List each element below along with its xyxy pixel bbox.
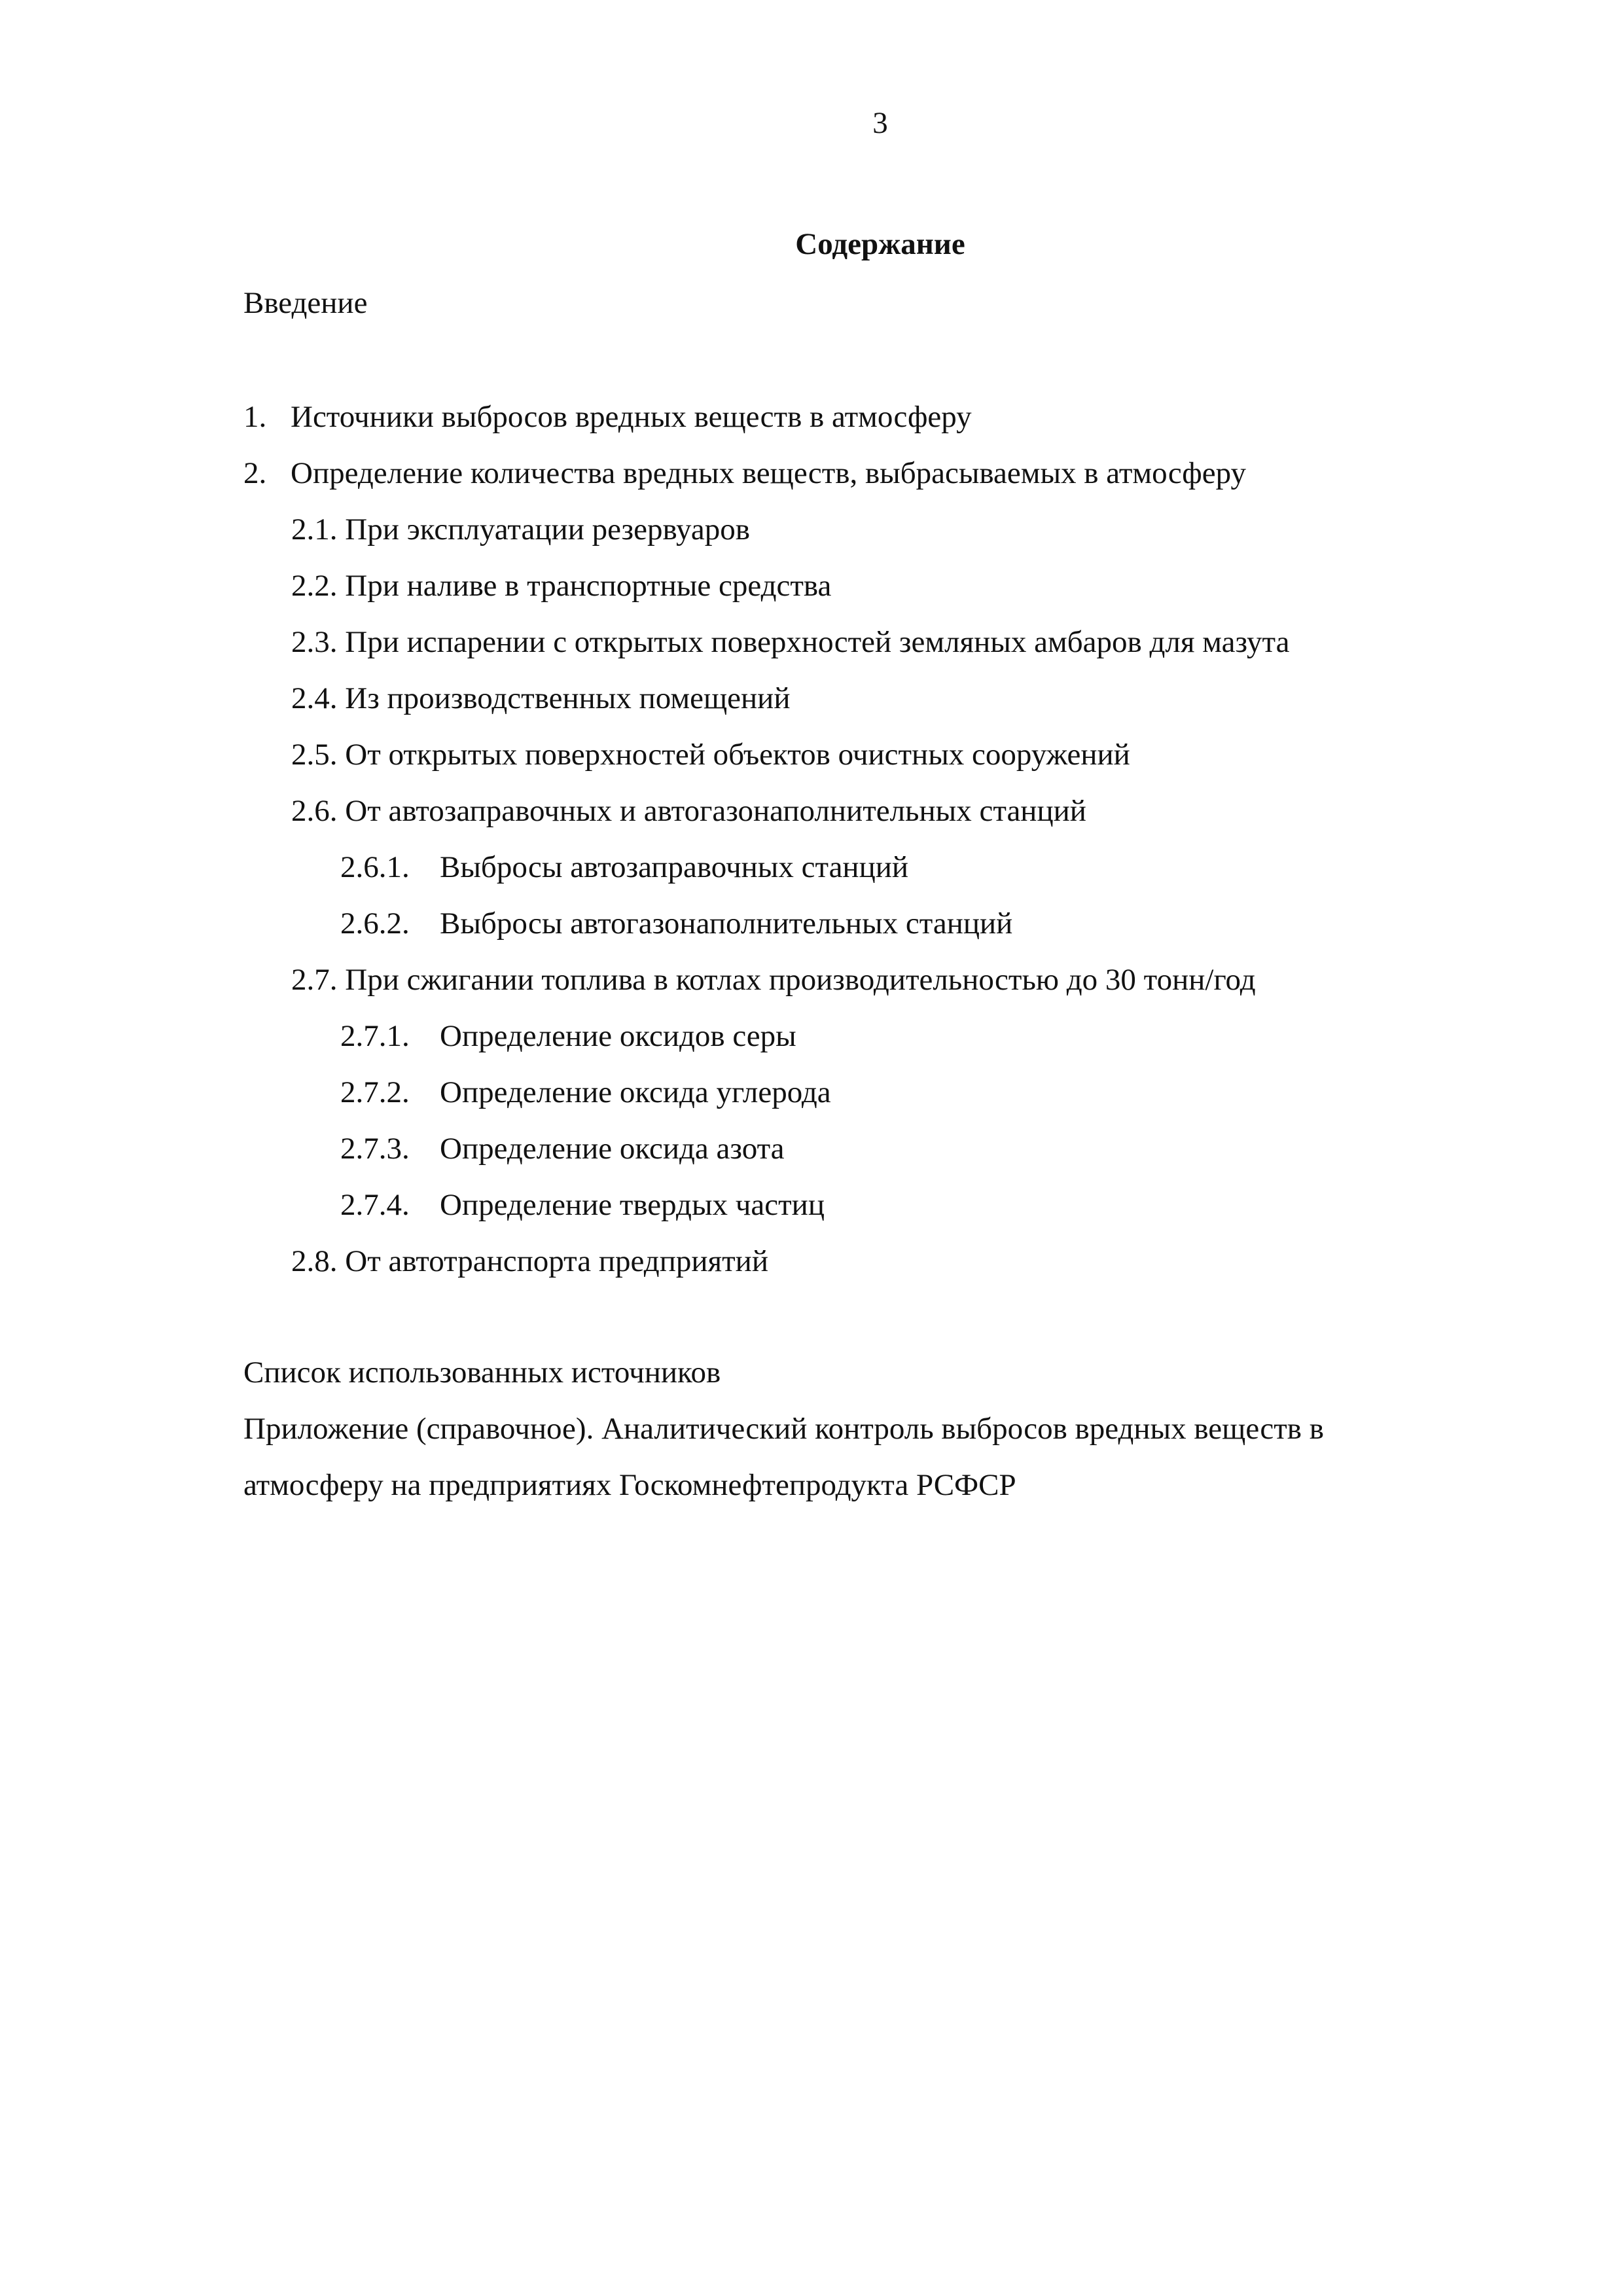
toc-number: 2.8. [291,1244,338,1278]
toc-number: 2.6.1. [340,850,410,884]
page-number: 3 [872,106,888,140]
toc-text: От автозаправочных и автогазонаполнительных станций [345,794,1086,828]
toc-text: Определение оксидов серы [440,1019,796,1053]
toc-text: Из производственных помещений [345,681,791,715]
toc-text: Выбросы автогазонаполнительных станций [440,906,1013,941]
toc-text: При сжигании топлива в котлах производительностью до 30 тонн/год [345,963,1256,997]
toc-text: Выбросы автозаправочных станций [440,850,909,884]
toc-item-2-4 [291,683,791,714]
toc-number: 1. [243,400,267,434]
toc-item-2-7-1 [340,1021,796,1052]
toc-number: 2.7. [291,963,338,997]
toc-number: 2.1. [291,512,338,547]
toc-number: 2.5. [291,738,338,772]
toc-item-2-3 [291,627,1290,658]
toc-item-2-2 [291,571,831,601]
toc-text: Определение количества вредных веществ, выбрасываемых в атмосферу [291,456,1246,490]
toc-text: При испарении с открытых поверхностей земляных амбаров для мазута [345,625,1290,659]
toc-item-2-8 [291,1246,768,1277]
toc-text: При наливе в транспортные средства [345,569,832,603]
toc-item-2-7 [291,965,1256,996]
toc-item-2 [243,458,1246,489]
toc-appendix-line1: Приложение (справочное). Аналитический контроль выбросов вредных веществ в [243,1412,1324,1446]
toc-number: 2.2. [291,569,338,603]
toc-number: 2.4. [291,681,338,715]
toc-number: 2.3. [291,625,338,659]
toc-number: 2.6.2. [340,906,410,941]
toc-title: Содержание [795,227,965,261]
toc-text: Источники выбросов вредных веществ в атмосферу [291,400,972,434]
toc-references: Список использованных источников [243,1355,721,1390]
toc-text: Определение твердых частиц [440,1188,825,1222]
toc-item-2-7-4 [340,1190,825,1221]
toc-text: Определение оксида углерода [440,1075,831,1109]
toc-text: От автотранспорта предприятий [345,1244,768,1278]
toc-number: 2.7.2. [340,1075,410,1109]
toc-item-1 [243,402,972,433]
toc-number: 2.7.4. [340,1188,410,1222]
toc-text: Определение оксида азота [440,1132,785,1166]
toc-appendix-line2: атмосферу на предприятиях Госкомнефтепродукта РСФСР [243,1468,1016,1502]
toc-number: 2. [243,456,267,490]
toc-text: От открытых поверхностей объектов очистных сооружений [345,738,1130,772]
toc-item-2-7-3 [340,1134,785,1164]
toc-item-2-6-1 [340,852,908,883]
toc-item-2-7-2 [340,1077,831,1108]
toc-item-2-6 [291,796,1086,827]
toc-number: 2.7.3. [340,1132,410,1166]
toc-intro: Введение [243,286,368,320]
toc-number: 2.7.1. [340,1019,410,1053]
toc-item-2-5 [291,740,1130,770]
toc-item-2-6-2 [340,908,1012,939]
toc-item-2-1 [291,514,750,545]
toc-number: 2.6. [291,794,338,828]
toc-text: При эксплуатации резервуаров [345,512,750,547]
